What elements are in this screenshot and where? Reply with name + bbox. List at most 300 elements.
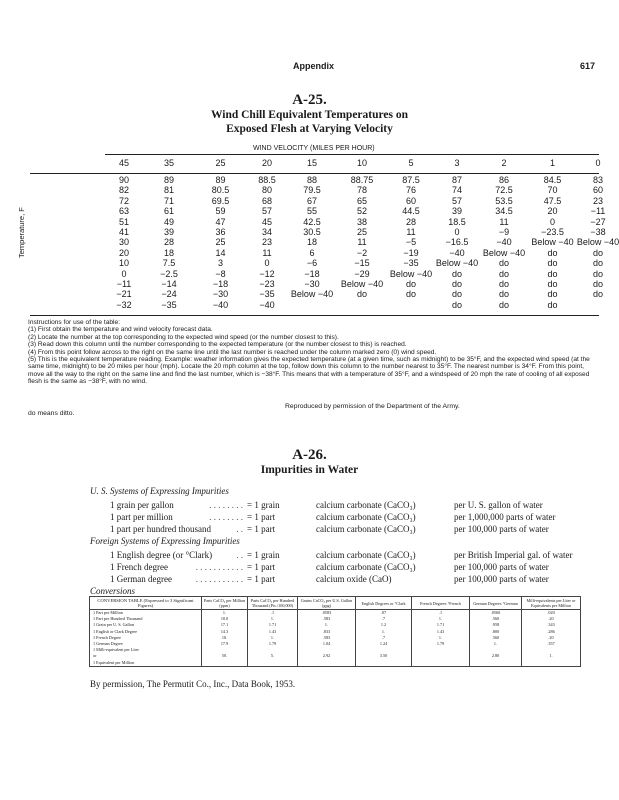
wind-chill-cell: 88.75 — [350, 175, 374, 185]
wind-chill-cell — [576, 300, 619, 310]
wind-chill-cell: −2 — [356, 247, 368, 258]
table-a25-title-line2: Exposed Flesh at Varying Velocity — [226, 123, 393, 135]
wind-chill-row — [104, 206, 619, 216]
table-a25-number: A-25. — [292, 92, 327, 108]
conversion-cell: 1. — [412, 616, 470, 622]
conversion-cell: 1. — [522, 653, 581, 659]
wind-chill-cell: do — [451, 289, 462, 300]
table-a26-number: A-26. — [292, 447, 327, 463]
impurity-per: per 100,000 parts of water — [454, 524, 549, 534]
wind-chill-cell — [287, 300, 337, 310]
impurity-per: per U. S. gallon of water — [454, 500, 543, 510]
conversions-heading: Conversions — [90, 586, 135, 596]
conversion-cell: 1.43 — [248, 629, 298, 635]
conversion-cell: .560 — [470, 616, 522, 622]
wind-chill-cell: −40 — [449, 247, 465, 258]
conversion-cell: 3.50 — [356, 653, 412, 659]
army-credit: Reproduced by permission of the Department of the Army. — [285, 403, 460, 410]
wind-chill-cell: 10 — [118, 258, 129, 269]
wind-chill-cell: −30 — [304, 279, 320, 290]
wind-chill-cell: −40 — [496, 237, 512, 248]
conversion-cell: .20 — [522, 635, 581, 641]
wind-chill-cell: −15 — [354, 258, 370, 269]
impurity-substance: calcium carbonate (CaCO₃) — [316, 524, 416, 534]
wind-chill-cell: do — [498, 299, 509, 310]
impurity-dots: . . — [236, 524, 243, 534]
wind-chill-cell: do — [498, 289, 509, 300]
conversion-cell — [202, 660, 248, 667]
impurity-substance: calcium oxide (CaO) — [316, 574, 392, 584]
wind-chill-cell: −18 — [212, 279, 229, 290]
wind-chill-cell: 87.5 — [402, 175, 420, 185]
wind-chill-cell: −18 — [304, 268, 320, 279]
conversion-cell: 1.43 — [412, 629, 470, 635]
wind-chill-cell: 79.5 — [303, 185, 321, 196]
wind-chill-cell: 59 — [215, 206, 226, 217]
wind-chill-cell: 88 — [306, 175, 317, 185]
impurity-per: per 100,000 parts of water — [454, 562, 549, 572]
foreign-systems-heading: Foreign Systems of Expressing Impurities — [90, 536, 240, 546]
wind-chill-cell: 25 — [215, 237, 226, 248]
impurity-eq: = 1 part — [247, 512, 276, 522]
wind-chill-cell: Below −40 — [576, 237, 619, 248]
conversion-cell: .20 — [522, 616, 581, 622]
wind-chill-cell: Below −40 — [531, 237, 574, 248]
wind-chill-cell: 82 — [118, 185, 129, 196]
conversion-cell: 2.80 — [470, 653, 522, 659]
wind-chill-cell: 60 — [405, 195, 416, 206]
velocity-header: 3 — [454, 158, 460, 168]
wind-velocity-label: WIND VELOCITY (MILES PER HOUR) — [253, 145, 375, 152]
wind-chill-cell: −30 — [212, 289, 229, 300]
conversion-cell: 10.0 — [202, 616, 248, 622]
impurity-unit: 1 grain per gallon — [110, 500, 174, 510]
conversion-header: Parts CaCO₃ per Hundred Thousand (Pts./100,000) — [248, 597, 298, 610]
page-number: 617 — [580, 61, 596, 71]
wind-chill-cell: do — [498, 279, 509, 290]
impurity-dots: . . . . . . . . . . . — [195, 562, 243, 572]
impurity-unit: 1 part per hundred thousand — [110, 524, 211, 534]
wind-chill-cell: 70 — [547, 185, 558, 196]
wind-chill-row — [104, 237, 619, 247]
wind-chill-cell: 65 — [356, 195, 367, 206]
wind-chill-cell: 36 — [215, 227, 226, 238]
instruction-item: (5) This is the equivalent temperature reading. Example: weather information gives the expected temperature (at a given time, such as midnight) to be 35°F, and the expected wind speed (at the same time, midnight) to be 20 miles per hour (mph). Locate the 20 mph column at the top, follow down this column to the number nearest to 35°F. The nearest number is 34°F. From this point, move all the way to the right on the same line and find the last number, which is −38°F. This means that with a temperature of 35°F, and a windspeed of 20 mph the rate of cooling of all exposed flesh is the same as −38°F, with no wind. — [28, 356, 590, 386]
conversion-cell: 1 English or Clark Degree — [90, 629, 202, 635]
conversion-cell: 1 Part per Million — [90, 610, 202, 617]
wind-chill-cell: do — [592, 268, 603, 279]
running-header: Appendix — [293, 61, 335, 71]
wind-chill-cell: 53.5 — [495, 195, 513, 206]
conversion-cell: .7 — [356, 616, 412, 622]
wind-chill-cell: do — [451, 279, 462, 290]
wind-chill-cell: 20 — [547, 206, 558, 217]
conversion-cell: 1.24 — [356, 641, 412, 647]
wind-chill-cell: 44.5 — [402, 206, 420, 217]
velocity-header: 1 — [549, 158, 555, 168]
wind-chill-row — [104, 258, 619, 268]
wind-chill-row — [104, 269, 619, 279]
conversion-cell: 1 Part per Hundred Thousand — [90, 616, 202, 622]
conversion-cell: 17.9 — [202, 641, 248, 647]
wind-chill-cell: do — [498, 258, 509, 269]
wind-chill-cell: 11 — [406, 227, 416, 238]
impurity-eq: = 1 grain — [247, 550, 280, 560]
impurity-dots: . . . . . . . . — [209, 512, 243, 522]
wind-chill-cell: do — [405, 289, 416, 300]
wind-chill-cell: 76 — [405, 185, 416, 196]
instruction-item: (1) First obtain the temperature and wind velocity forecast data. — [28, 326, 213, 334]
wind-chill-cell: 6 — [309, 247, 315, 258]
wind-chill-cell: 11 — [262, 247, 272, 258]
impurity-dots: . . . . . . . . . . . — [195, 574, 243, 584]
wind-chill-cell: 25 — [356, 227, 367, 238]
temperature-axis-label: Temperature, F — [17, 207, 26, 258]
wind-chill-cell: 42.5 — [303, 216, 321, 227]
wind-chill-cell: −12 — [259, 268, 275, 279]
wind-chill-cell: 90 — [118, 175, 129, 185]
wind-chill-table — [104, 156, 619, 310]
wind-chill-cell: 67 — [306, 195, 317, 206]
wind-chill-cell: 72 — [118, 195, 129, 206]
conversion-cell: 10. — [202, 635, 248, 641]
table-a25-title-line1: Wind Chill Equivalent Temperatures on — [210, 109, 409, 121]
impurity-unit: 1 German degree — [110, 574, 172, 584]
conversion-header: German Degrees °German — [470, 597, 522, 610]
impurity-eq: = 1 part — [247, 524, 276, 534]
conversion-cell: 1. — [412, 635, 470, 641]
impurity-dots: . . — [236, 550, 243, 560]
conversion-cell: 1.79 — [412, 641, 470, 647]
wind-chill-cell: 69.5 — [211, 195, 230, 206]
conversion-cell: .800 — [470, 629, 522, 635]
wind-chill-cell: 28 — [405, 216, 416, 227]
conversion-cell: .020 — [522, 610, 581, 617]
conversion-cell: 1 French Degree — [90, 635, 202, 641]
conversion-cell — [298, 660, 356, 667]
conversion-cell: .357 — [522, 641, 581, 647]
conversion-cell: 50. — [202, 653, 248, 659]
wind-chill-cell: 41 — [118, 227, 129, 238]
velocity-header: 25 — [215, 158, 226, 168]
conversion-cell: 1. — [202, 610, 248, 617]
impurity-substance: calcium carbonate (CaCO₃) — [316, 562, 416, 572]
ditto-note: do means ditto. — [28, 410, 75, 417]
conversion-cell: 1.79 — [248, 641, 298, 647]
wind-chill-cell: 72.5 — [495, 185, 513, 196]
wind-chill-cell: 84.5 — [543, 175, 562, 185]
wind-chill-cell: −35 — [161, 299, 177, 310]
wind-chill-cell: 52 — [356, 206, 367, 217]
wind-chill-cell: do — [592, 279, 603, 290]
instruction-item: (2) Locate the number at the top corresponding to the expected wind speed (or the number closest to this). — [28, 333, 339, 341]
wind-chill-cell: −32 — [116, 299, 132, 310]
conversion-cell: .583 — [298, 635, 356, 641]
wind-chill-cell: 89 — [215, 175, 226, 185]
wind-chill-cell: do — [451, 299, 462, 310]
wind-chill-cell: 68 — [261, 195, 272, 206]
conversion-cell: 1. — [298, 622, 356, 628]
velocity-header: 0 — [595, 158, 601, 168]
impurity-per: per 1,000,000 parts of water — [454, 512, 556, 522]
conversion-cell: .1 — [248, 610, 298, 617]
conversion-header: Grains CaCO₃ per U.S. Gallon (gpg) — [298, 597, 356, 610]
wind-chill-cell: 88.5 — [258, 175, 276, 185]
wind-chill-cell: 28 — [163, 237, 174, 248]
wind-chill-row — [104, 300, 619, 310]
impurity-eq: = 1 part — [247, 574, 276, 584]
wind-chill-cell: 71 — [163, 195, 174, 206]
conversion-cell: 1.71 — [248, 622, 298, 628]
wind-chill-cell: 81 — [163, 185, 174, 196]
wind-chill-cell: −29 — [354, 268, 370, 279]
conversion-cell: .7 — [356, 635, 412, 641]
conversion-cell: .07 — [356, 610, 412, 617]
wind-chill-cell: do — [547, 258, 558, 269]
conversion-cell: .286 — [522, 629, 581, 635]
conversion-table — [89, 596, 581, 667]
wind-chill-cell: do — [592, 258, 603, 269]
conversion-header: CONVERSION TABLE (Expressed to 3 Significant Figures) — [90, 597, 202, 610]
wind-chill-cell: −8 — [215, 268, 226, 279]
impurity-unit: 1 English degree (or °Clark) — [110, 550, 213, 560]
conversion-cell: 2.92 — [298, 653, 356, 659]
wind-chill-cell: do — [592, 289, 603, 300]
impurity-substance: calcium carbonate (CaCO₃) — [316, 550, 416, 560]
wind-chill-cell: 14 — [215, 247, 226, 258]
wind-chill-cell — [387, 300, 435, 310]
conversion-cell: .343 — [522, 622, 581, 628]
wind-chill-cell: 34.5 — [495, 206, 513, 217]
conversion-body — [90, 610, 581, 667]
wind-chill-cell: 18 — [306, 237, 317, 248]
impurity-unit: 1 part per million — [110, 512, 173, 522]
instructions-title: Instructions for use of the table: — [28, 319, 120, 326]
conversion-cell: 1. — [248, 616, 298, 622]
wind-chill-cell: 47 — [215, 216, 226, 227]
velocity-header: 5 — [408, 158, 414, 168]
wind-chill-cell: −11 — [590, 206, 606, 217]
wind-chill-cell: 51 — [118, 216, 129, 227]
conversion-cell: .560 — [470, 635, 522, 641]
impurity-unit: 1 French degree — [110, 562, 168, 572]
velocity-header: 45 — [118, 158, 129, 168]
wind-chill-cell: 30 — [118, 237, 129, 248]
wind-chill-cell: 34 — [261, 227, 272, 238]
impurity-substance: calcium carbonate (CaCO₃) — [316, 512, 416, 522]
wind-chill-cell — [337, 300, 387, 310]
wind-chill-cell: 0 — [454, 227, 460, 238]
wind-chill-cell: 49 — [163, 216, 174, 227]
wind-chill-cell: 78 — [356, 185, 367, 196]
permutit-source: By permission, The Permutit Co., Inc., Data Book, 1953. — [90, 679, 296, 689]
wind-chill-cell: 11 — [357, 237, 367, 248]
wind-chill-cell: Below −40 — [340, 279, 384, 290]
conversion-cell: 1.71 — [412, 622, 470, 628]
velocity-header: 10 — [356, 158, 367, 168]
wind-chill-cell: 89 — [163, 175, 174, 185]
wind-chill-cell: do — [547, 299, 558, 310]
impurity-eq: = 1 part — [247, 562, 276, 572]
wind-chill-cell: 0 — [549, 216, 555, 227]
wind-chill-cell: −35 — [259, 289, 275, 300]
conversion-cell: 1.04 — [298, 641, 356, 647]
instruction-item: (3) Read down this column until the number corresponding to the expected temperature (or the number closest to this) is reached. — [28, 341, 407, 349]
wind-chill-cell: 30.5 — [303, 227, 321, 238]
wind-chill-cell: 83 — [592, 175, 603, 185]
wind-chill-cell: 74 — [451, 185, 462, 196]
conversion-header-row — [90, 597, 581, 610]
wind-chill-cell: 23 — [592, 195, 603, 206]
conversion-cell: 1. — [248, 635, 298, 641]
wind-chill-cell: −40 — [259, 299, 275, 310]
wind-chill-cell: −24 — [161, 289, 177, 300]
wind-chill-cell: −2.5 — [160, 268, 178, 279]
conversion-cell: or — [90, 653, 202, 659]
wind-chill-cell: −21 — [116, 289, 132, 300]
conversion-row — [90, 610, 581, 617]
conversion-cell: 14.3 — [202, 629, 248, 635]
wind-chill-cell: 80.5 — [211, 185, 230, 196]
wind-chill-cell: 38 — [356, 216, 367, 227]
wind-chill-cell: 45 — [261, 216, 272, 227]
wind-chill-cell: −35 — [403, 258, 419, 269]
conversion-cell — [470, 660, 522, 667]
wind-chill-row — [104, 279, 619, 289]
wind-chill-cell: 3 — [217, 258, 223, 269]
velocity-header: 20 — [261, 158, 272, 168]
conversion-cell: 17.1 — [202, 622, 248, 628]
wind-chill-cell: −38 — [590, 227, 606, 238]
conversion-header: Parts CaCO₃ per Million (ppm) — [202, 597, 248, 610]
wind-chill-cell: 0 — [264, 258, 270, 269]
wind-chill-cell: do — [547, 289, 558, 300]
wind-chill-cell: −5 — [405, 237, 417, 248]
wind-chill-row — [104, 289, 619, 299]
instructions — [28, 319, 598, 386]
conversion-cell: 5. — [248, 653, 298, 659]
conversion-cell — [248, 660, 298, 667]
conversion-cell — [522, 660, 581, 667]
wind-chill-cell: 87 — [451, 175, 462, 185]
conversion-header: Milli-equivalents per Liter or Equivalents per Million — [522, 597, 581, 610]
conversion-cell: .833 — [298, 629, 356, 635]
wind-chill-cell: Below −40 — [435, 258, 479, 269]
wind-chill-body — [104, 175, 619, 310]
impurity-substance: calcium carbonate (CaCO₃) — [316, 500, 416, 510]
wind-chill-cell: −14 — [161, 279, 177, 290]
conversion-cell — [412, 660, 470, 667]
wind-chill-cell: do — [356, 289, 367, 300]
wind-chill-cell: 63 — [118, 206, 129, 217]
table-bottom-rule — [30, 315, 599, 316]
conversion-cell: 1. — [470, 641, 522, 647]
wind-chill-row — [104, 175, 619, 185]
wind-chill-cell: 11 — [499, 216, 509, 227]
conversion-cell: .1 — [412, 610, 470, 617]
velocity-header: 35 — [163, 158, 174, 168]
wind-chill-cell: do — [547, 247, 558, 258]
table-a26-title: Impurities in Water — [260, 464, 359, 476]
conversion-cell: 1. — [356, 629, 412, 635]
wind-chill-cell: do — [547, 268, 558, 279]
wind-chill-row — [104, 217, 619, 227]
conversion-cell: .0560 — [470, 610, 522, 617]
wind-chill-row — [104, 196, 619, 206]
impurity-per: per British Imperial gal. of water — [454, 550, 573, 560]
wind-chill-cell: 20 — [118, 247, 129, 258]
wind-chill-cell: 55 — [306, 206, 317, 217]
wind-chill-cell: 47.5 — [543, 195, 562, 206]
wind-chill-row — [104, 227, 619, 237]
wind-chill-cell: 80 — [261, 185, 272, 196]
wind-chill-cell: −27 — [590, 216, 606, 227]
conversion-cell: 1 German Degree — [90, 641, 202, 647]
conversion-cell — [356, 660, 412, 667]
wind-chill-cell: 18.5 — [448, 216, 466, 227]
wind-chill-cell: −11 — [116, 279, 132, 290]
wind-chill-cell: do — [451, 268, 462, 279]
wind-chill-cell: do — [498, 268, 509, 279]
wind-chill-cell: Below −40 — [482, 247, 526, 258]
velocity-header: 2 — [501, 158, 507, 168]
wind-chill-cell: −23 — [259, 279, 275, 290]
conversion-cell: 1 Grain per U. S. Gallon — [90, 622, 202, 628]
wind-chill-cell: 57 — [261, 206, 272, 217]
conversion-cell: .0583 — [298, 610, 356, 617]
conversion-cell: .958 — [470, 622, 522, 628]
conversion-row — [90, 660, 581, 667]
wind-chill-cell: Below −40 — [389, 268, 433, 279]
instruction-item: (4) From this point follow across to the right on the same line until the last number is reached under the column marked zero (0) wind speed. — [28, 348, 437, 356]
wind-chill-cell: do — [547, 279, 558, 290]
wind-chill-cell: 23 — [261, 237, 272, 248]
wind-chill-cell: 39 — [163, 227, 174, 238]
wind-chill-cell: −23.5 — [541, 227, 564, 238]
wind-chill-cell: 86 — [498, 175, 509, 185]
conversion-header: English Degrees or °Clark — [356, 597, 412, 610]
us-systems-heading: U. S. Systems of Expressing Impurities — [90, 486, 229, 496]
wind-chill-cell: −6 — [306, 258, 318, 269]
conversion-cell: 1 Milli-equivalent per Liter — [90, 647, 202, 653]
wind-chill-cell: Below −40 — [290, 289, 334, 300]
wind-chill-cell: −9 — [498, 227, 510, 238]
wind-chill-cell: −16.5 — [445, 237, 469, 248]
wind-chill-row — [104, 185, 619, 195]
wind-chill-cell: 18 — [163, 247, 174, 258]
impurity-eq: = 1 grain — [247, 500, 280, 510]
conversion-cell: 1 Equivalent per Million — [90, 660, 202, 667]
conversion-cell: 1.2 — [356, 622, 412, 628]
velocity-header: 15 — [306, 158, 317, 168]
impurity-per: per 100,000 parts of water — [454, 574, 549, 584]
wind-chill-cell: −40 — [212, 299, 229, 310]
impurity-dots: . . . . . . . . — [209, 500, 243, 510]
wind-chill-cell: do — [405, 279, 416, 290]
wind-chill-cell: do — [592, 247, 603, 258]
wind-chill-cell: 0 — [121, 268, 127, 279]
wind-chill-cell: 61 — [163, 206, 174, 217]
wind-chill-row — [104, 248, 619, 258]
wind-chill-cell: 39 — [451, 206, 462, 217]
wind-chill-cell: 60 — [592, 185, 603, 196]
velocity-rule — [105, 154, 599, 155]
conversion-header: French Degrees °French — [412, 597, 470, 610]
wind-chill-cell: 57 — [451, 195, 462, 206]
conversion-cell: .583 — [298, 616, 356, 622]
wind-chill-cell: 7.5 — [162, 258, 176, 269]
wind-chill-cell: −19 — [403, 247, 419, 258]
